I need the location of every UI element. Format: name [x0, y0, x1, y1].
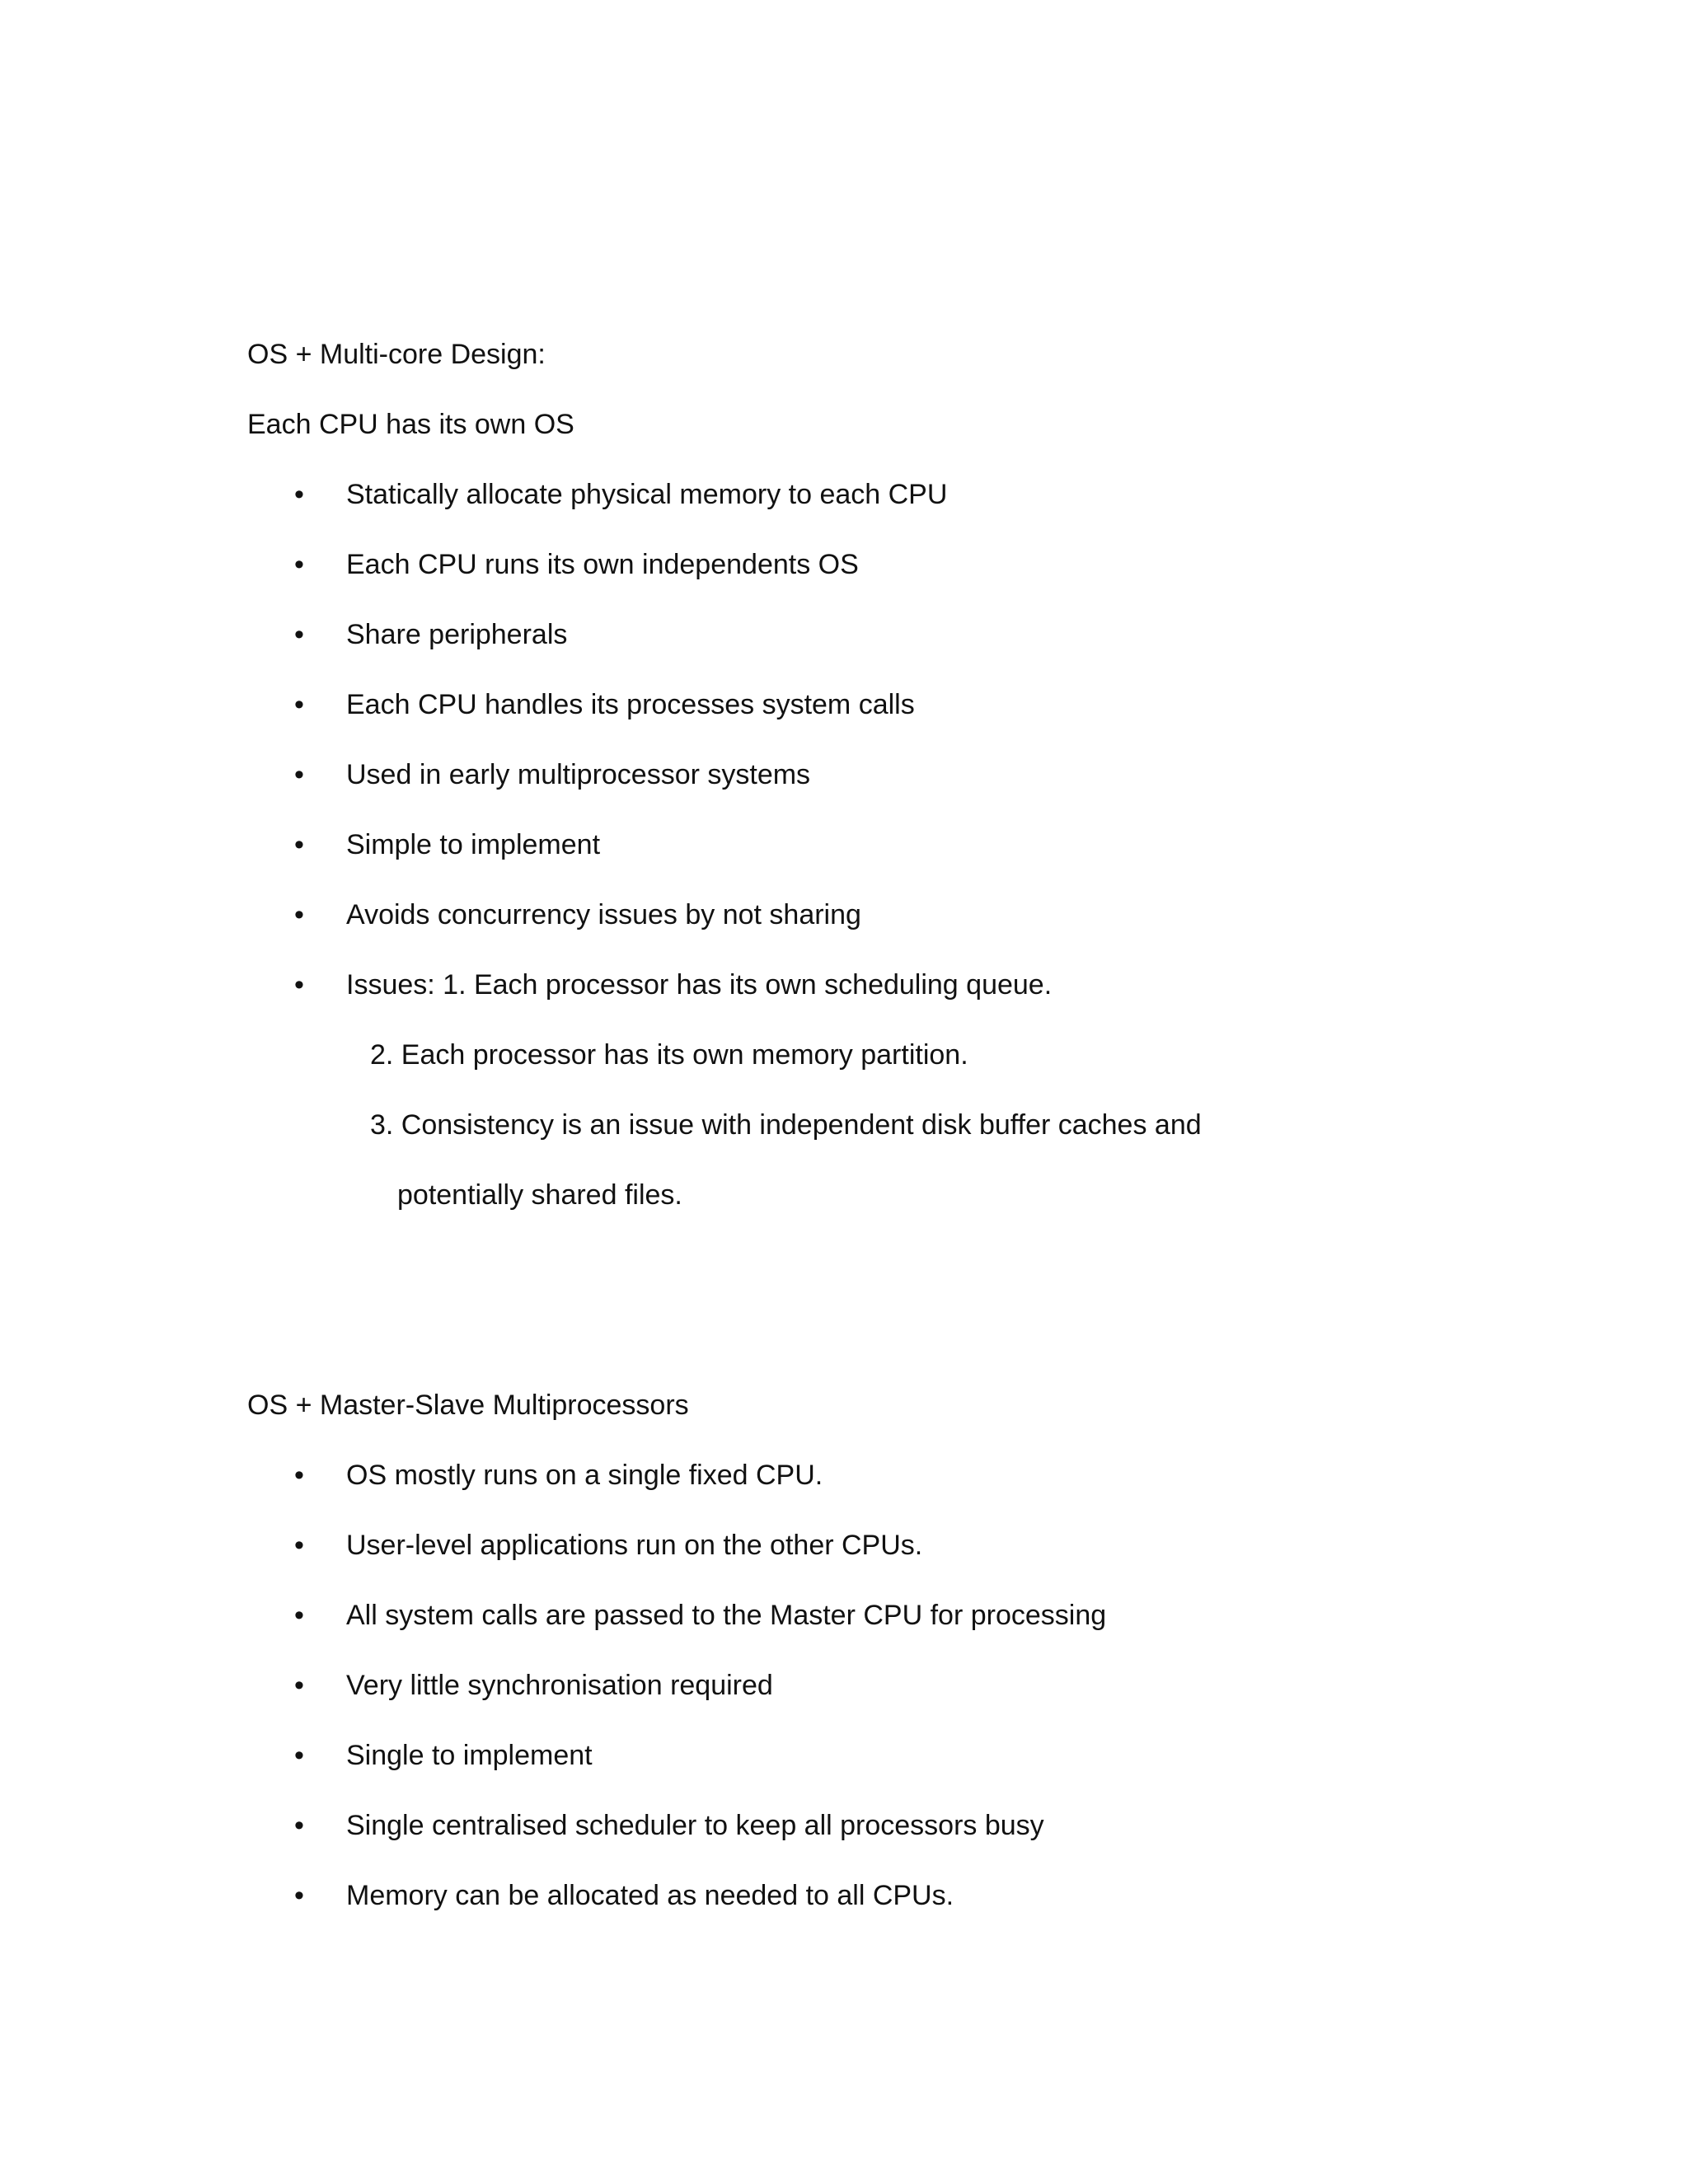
bullet-marker: •: [294, 1670, 304, 1701]
section1-bullet-5: Used in early multiprocessor systems: [346, 759, 811, 790]
bullet-marker: •: [294, 1810, 304, 1841]
section2-bullet-5: Single to implement: [346, 1740, 593, 1771]
section2-bullet-4: Very little synchronisation required: [346, 1670, 773, 1701]
section2-bullet-3: All system calls are passed to the Master CPU for processing: [346, 1600, 1107, 1631]
section1-subheading: Each CPU has its own OS: [247, 409, 574, 440]
section1-bullet-7: Avoids concurrency issues by not sharing: [346, 899, 861, 930]
section1-heading: OS + Multi-core Design:: [247, 339, 546, 370]
section1-bullet-1: Statically allocate physical memory to each CPU: [346, 479, 948, 510]
section2-heading: OS + Master-Slave Multiprocessors: [247, 1390, 689, 1421]
bullet-marker: •: [294, 1600, 304, 1631]
section2-bullet-1: OS mostly runs on a single fixed CPU.: [346, 1460, 823, 1491]
section2-bullet-2: User-level applications run on the other CPUs.: [346, 1530, 923, 1561]
section1-bullet-8: Issues: 1. Each processor has its own scheduling queue.: [346, 969, 1053, 1001]
bullet-marker: •: [294, 549, 304, 580]
bullet-marker: •: [294, 759, 304, 790]
bullet-marker: •: [294, 1740, 304, 1771]
bullet-marker: •: [294, 1530, 304, 1561]
bullet-marker: •: [294, 479, 304, 510]
issue-line-3: 3. Consistency is an issue with independent disk buffer caches and: [370, 1109, 1202, 1141]
section2-bullet-6: Single centralised scheduler to keep all processors busy: [346, 1810, 1044, 1841]
section1-bullet-4: Each CPU handles its processes system calls: [346, 689, 915, 720]
bullet-marker: •: [294, 689, 304, 720]
section1-bullet-2: Each CPU runs its own independents OS: [346, 549, 859, 580]
issue-line-2: 2. Each processor has its own memory partition.: [370, 1039, 968, 1071]
bullet-marker: •: [294, 829, 304, 860]
bullet-marker: •: [294, 899, 304, 930]
bullet-marker: •: [294, 1880, 304, 1911]
bullet-marker: •: [294, 969, 304, 1001]
section2-bullet-7: Memory can be allocated as needed to all CPUs.: [346, 1880, 954, 1911]
section1-bullet-3: Share peripherals: [346, 619, 568, 650]
bullet-marker: •: [294, 1460, 304, 1491]
section1-bullet-6: Simple to implement: [346, 829, 601, 860]
bullet-marker: •: [294, 619, 304, 650]
issue-line-3-continuation: potentially shared files.: [397, 1179, 682, 1211]
